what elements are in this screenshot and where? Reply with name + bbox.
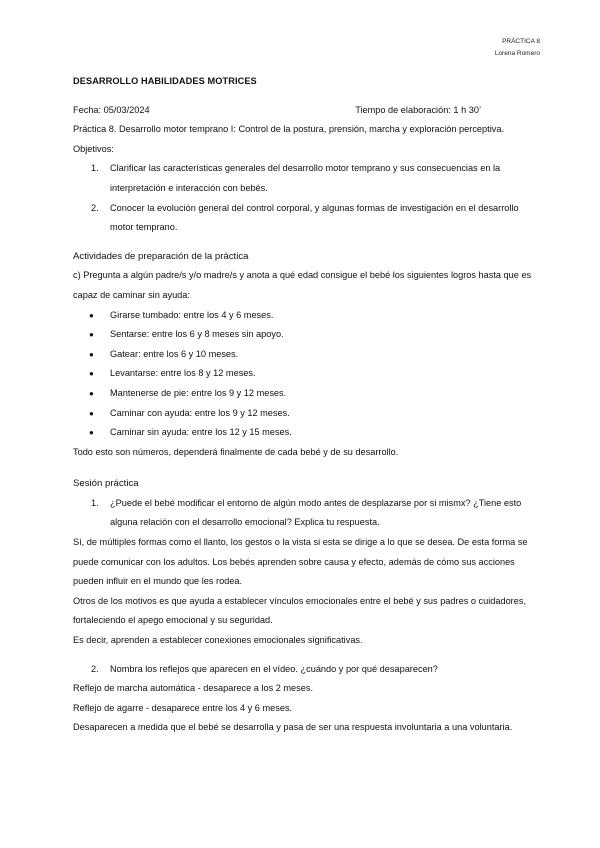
logros-list [73, 306, 543, 443]
logro-item [73, 384, 543, 404]
objetivo-item [73, 199, 543, 238]
logros-nota: Todo esto son números, dependerá finalmente de cada bebé y de su desarrollo. [73, 446, 399, 457]
answer-line: Reflejo de marcha automática - desaparece a los 2 meses. [73, 683, 314, 694]
header-practice: PRÁCTICA 8 [502, 38, 540, 45]
meta-row [73, 101, 543, 121]
logro-item [73, 306, 543, 326]
logro-text: Gatear: entre los 6 y 10 meses. [110, 348, 239, 359]
document-title: DESARROLLO HABILIDADES MOTRICES [73, 76, 257, 86]
question-number: 1. [91, 497, 99, 508]
bullet-icon: ● [89, 388, 94, 398]
document-body [73, 72, 543, 738]
practica-title: Práctica 8. Desarrollo motor temprano I: Control de la postura, prensión, marcha y exploración perceptiva. [73, 124, 504, 135]
bullet-icon: ● [89, 310, 94, 320]
logro-text: Girarse tumbado: entre los 4 y 6 meses. [110, 309, 274, 320]
fecha: Fecha: 05/03/2024 [73, 104, 150, 115]
logro-text: Mantenerse de pie: entre los 9 y 12 meses. [110, 387, 287, 398]
logro-item [73, 325, 543, 345]
bullet-icon: ● [89, 369, 94, 379]
logro-text: Caminar con ayuda: entre los 9 y 12 meses. [110, 407, 290, 418]
logro-item [73, 345, 543, 365]
logro-item [73, 404, 543, 424]
logro-item [73, 423, 543, 443]
objetivos-label: Objetivos: [73, 143, 114, 154]
page-header [495, 36, 540, 60]
objetivo-number: 2. [91, 202, 99, 213]
question-text: ¿Puede el bebé modificar el entorno de algún modo antes de desplazarse por si mismx? ¿Tiene esto alguna relación con el desarrollo emocional? Explica tu respuesta. [110, 497, 522, 528]
question-text: Nombra los reflejos que aparecen en el vídeo. ¿cuándo y por qué desaparecen? [110, 663, 438, 674]
objetivo-number: 1. [91, 163, 99, 174]
bullet-icon: ● [89, 330, 94, 340]
answer-paragraph: Otros de los motivos es que ayuda a establecer vínculos emocionales entre el bebé y sus padres o cuidadores, fortaleciendo el apego emocional y su seguridad. [73, 595, 526, 626]
actividades-intro: c) Pregunta a algún padre/s y/o madre/s y anota a qué edad consigue el bebé los siguientes logros hasta que es capaz de caminar sin ayuda: [73, 270, 532, 300]
tiempo: Tiempo de elaboración: 1 h 30’ [355, 104, 481, 115]
answer-paragraph: Es decir, aprenden a establecer conexiones emocionales significativas. [73, 635, 363, 646]
answer-line: Desaparecen a medida que el bebé se desarrolla y pasa de ser una respuesta involuntaria a una voluntaria. [73, 722, 513, 733]
bullet-icon: ● [89, 428, 94, 438]
header-author: Lorena Romero [494, 50, 540, 57]
logro-text: Levantarse: entre los 8 y 12 meses. [110, 368, 256, 379]
actividades-heading: Actividades de preparación de la práctica [73, 250, 249, 262]
answer-line: Reflejo de agarre - desaparece entre los 4 y 6 meses. [73, 702, 293, 713]
question-number: 2. [91, 663, 99, 674]
objetivo-text: Clarificar las características generales del desarrollo motor temprano y sus consecuencias en la interpretación e interacción con bebés. [110, 163, 501, 193]
logro-item [73, 364, 543, 384]
objetivo-item [73, 159, 543, 198]
objetivos-list [73, 159, 543, 237]
bullet-icon: ● [89, 349, 94, 359]
bullet-icon: ● [89, 408, 94, 418]
objetivo-text: Conocer la evolución general del control corporal, y algunas formas de investigación en el desarrollo motor temprano. [110, 202, 519, 233]
question-1 [73, 494, 543, 533]
question-2 [73, 660, 543, 680]
logro-text: Caminar sin ayuda: entre los 12 y 15 meses. [110, 427, 292, 438]
logro-text: Sentarse: entre los 6 y 8 meses sin apoyo. [110, 329, 284, 340]
answer-paragraph: Sí, de múltiples formas como el llanto, los gestos o la vista si esta se dirige a lo que se desea. De esta forma se puede comunicar con los adultos. Los bebés aprenden sobre causa y efecto, además de cómo sus acciones pueden influir en el mundo que les rodea. [73, 537, 528, 587]
sesion-heading: Sesión práctica [73, 478, 139, 490]
